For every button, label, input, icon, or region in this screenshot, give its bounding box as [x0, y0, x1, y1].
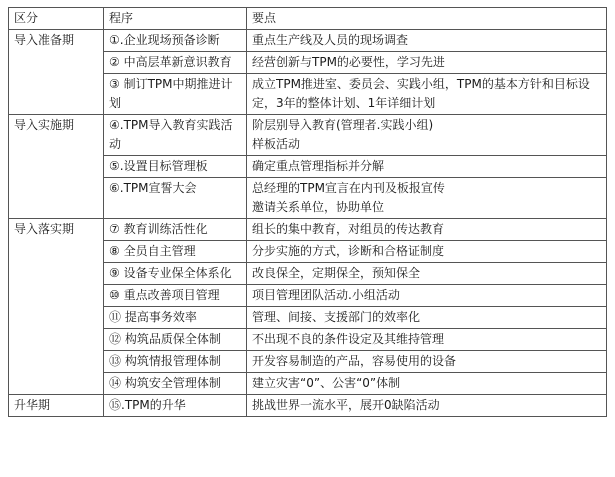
program-cell [104, 263, 247, 285]
phase-cell: 导入落实期 [9, 219, 104, 395]
point-cell [247, 329, 607, 351]
point-line: 开发容易制造的产品，容易使用的设备 [252, 354, 457, 368]
point-line: 样板活动 [252, 137, 301, 151]
point-line: 定，3年的整体计划、1年详细计划 [252, 96, 436, 110]
tpm-phase-table [8, 7, 607, 417]
point-line: 邀请关系单位，协助单位 [252, 200, 385, 214]
point-cell [247, 156, 607, 178]
program-cell [104, 373, 247, 395]
phase-cell: 升华期 [9, 395, 104, 417]
program-line: ⑬ 构筑情报管理体制 [109, 354, 221, 368]
point-line: 挑战世界一流水平，展开0缺陷活动 [252, 398, 440, 412]
table-row [9, 115, 607, 156]
program-line: ⑫ 构筑品质保全体制 [109, 332, 221, 346]
point-line: 总经理的TPM宣言在内刊及板报宣传 [252, 181, 445, 195]
point-line: 不出现不良的条件设定及其维持管理 [252, 332, 445, 346]
program-line: ⑩ 重点改善项目管理 [109, 288, 220, 302]
program-cell [104, 241, 247, 263]
program-cell [104, 156, 247, 178]
point-cell [247, 219, 607, 241]
program-cell [104, 219, 247, 241]
program-line: 划 [109, 96, 122, 110]
program-line: ⑤.设置目标管理板 [109, 159, 208, 173]
point-line: 改良保全，定期保全，预知保全 [252, 266, 421, 280]
program-cell [104, 74, 247, 115]
program-cell [104, 115, 247, 156]
point-line: 重点生产线及人员的现场调查 [252, 33, 409, 47]
program-line: ⑥.TPM宣誓大会 [109, 181, 197, 195]
program-cell [104, 351, 247, 373]
program-line: ③ 制订TPM中期推进计 [109, 77, 233, 91]
point-cell [247, 351, 607, 373]
point-line: 确定重点管理指标并分解 [252, 159, 385, 173]
point-cell [247, 52, 607, 74]
point-line: 经营创新与TPM的必要性，学习先进 [252, 55, 445, 69]
point-line: 分步实施的方式，诊断和合格证制度 [252, 244, 445, 258]
point-line: 阶层别导入教育(管理者.实践小组) [252, 118, 434, 132]
program-line: ⑪ 提高事务效率 [109, 310, 197, 324]
program-cell [104, 307, 247, 329]
header-point: 要点 [247, 8, 607, 30]
point-cell [247, 30, 607, 52]
program-line: ①.企业现场预备诊断 [109, 33, 220, 47]
program-line: ⑦ 教育训练活性化 [109, 222, 208, 236]
point-line: 建立灾害“0”、公害“0”体制 [252, 376, 401, 390]
point-cell [247, 285, 607, 307]
point-line: 管理、间接、支援部门的效率化 [252, 310, 421, 324]
table-row [9, 395, 607, 417]
program-cell [104, 52, 247, 74]
program-cell [104, 178, 247, 219]
point-cell [247, 373, 607, 395]
point-cell [247, 395, 607, 417]
phase-cell: 导入实施期 [9, 115, 104, 219]
point-cell [247, 115, 607, 156]
point-cell [247, 178, 607, 219]
table-row [9, 30, 607, 52]
program-cell [104, 395, 247, 417]
header-phase: 区分 [9, 8, 104, 30]
point-cell [247, 263, 607, 285]
header-program: 程序 [104, 8, 247, 30]
table-body [9, 30, 607, 417]
program-line: ④.TPM导入教育实践活 [109, 118, 233, 132]
point-cell [247, 74, 607, 115]
point-line: 组长的集中教育，对组员的传达教育 [252, 222, 445, 236]
point-line: 成立TPM推进室、委员会、实践小组，TPM的基本方针和目标设 [252, 77, 590, 91]
table-row [9, 219, 607, 241]
point-line: 项目管理团队活动.小组活动 [252, 288, 400, 302]
program-line: ⑨ 设备专业保全体系化 [109, 266, 232, 280]
program-line: ⑧ 全员自主管理 [109, 244, 196, 258]
program-line: ⑭ 构筑安全管理体制 [109, 376, 221, 390]
program-line: ⑮.TPM的升华 [109, 398, 186, 412]
point-cell [247, 241, 607, 263]
point-cell [247, 307, 607, 329]
program-cell [104, 285, 247, 307]
program-cell [104, 30, 247, 52]
program-line: ② 中高层革新意识教育 [109, 55, 232, 69]
header-row [9, 8, 607, 30]
program-cell [104, 329, 247, 351]
program-line: 动 [109, 137, 122, 151]
phase-cell: 导入准备期 [9, 30, 104, 115]
